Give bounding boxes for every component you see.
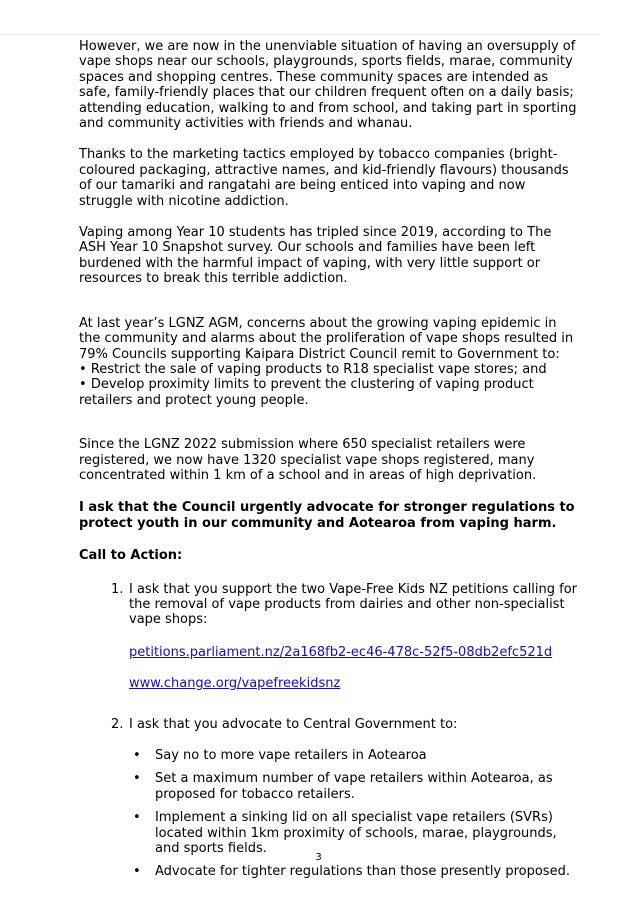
petition-link-change-org[interactable]: www.change.org/vapefreekidsnz — [129, 676, 341, 692]
remit-bullet-1-text: Restrict the sale of vaping products to R18 specialist vape stores; and — [90, 361, 547, 377]
remit-bullet-2 — [79, 377, 579, 408]
paragraph-request: I ask that the Council urgently advocate for stronger regulations to protect youth in our community and Aotearoa from vaping harm. — [79, 500, 575, 531]
remit-bullet-2-text: Develop proximity limits to prevent the clustering of vaping product retailers and protect young people. — [79, 377, 534, 408]
page-number: 3 — [315, 852, 322, 863]
petition-link-1-row — [129, 645, 579, 660]
advocacy-item — [129, 810, 579, 856]
petition-link-parliament[interactable]: petitions.parliament.nz/2a168fb2-ec46-478c-52f5-08db2efc521d — [129, 644, 553, 660]
action-item-1 — [79, 582, 579, 628]
paragraph-lgnz-agm: At last year’s LGNZ AGM, concerns about the growing vaping epidemic in the community and alarms about the proliferation of vape shops resulted in 79% Councils supporting Kaipara District Council remit to Government to: — [79, 315, 574, 362]
advocacy-item — [129, 771, 579, 802]
paragraph-marketing: Thanks to the marketing tactics employed by tobacco companies (bright-coloured packaging, attractive names, and kid-friendly flavours) thousands of our tamariki and rangatahi are being enticed into vaping and now struggle with nicotine addiction. — [79, 147, 569, 209]
advocacy-item-text: Set a maximum number of vape retailers within Aotearoa, as proposed for tobacco retailers. — [155, 771, 553, 802]
action-list — [79, 582, 579, 880]
bullet-icon: • — [79, 361, 87, 377]
bullet-icon: • — [133, 810, 141, 826]
action-item-1-text: I ask that you support the two Vape-Free Kids NZ petitions calling for the removal of vape products from dairies and other non-specialist vape shops: — [129, 581, 578, 628]
top-divider — [0, 34, 600, 35]
action-item-2-number: 2. — [111, 716, 124, 732]
action-item-1-number: 1. — [111, 581, 124, 597]
advocacy-item — [129, 864, 579, 879]
advocacy-item — [129, 748, 579, 763]
action-item-2 — [79, 717, 579, 732]
petition-link-2-row — [129, 676, 579, 691]
advocacy-item-text: Say no to more vape retailers in Aotearoa — [155, 748, 427, 763]
bullet-icon: • — [133, 771, 141, 787]
advocacy-item-text: Advocate for tighter regulations than those presently proposed. — [155, 864, 570, 880]
remit-bullet-1 — [79, 362, 579, 377]
call-to-action-heading: Call to Action: — [79, 548, 183, 564]
bullet-icon: • — [133, 748, 141, 763]
page-body — [79, 39, 579, 888]
paragraph-year10: Vaping among Year 10 students has tripled since 2019, according to The ASH Year 10 Snapshot survey. Our schools and families have been left burdened with the harmful impact of vaping, with very little support or resources to break this terrible addiction. — [79, 225, 552, 287]
paragraph-retailers: Since the LGNZ 2022 submission where 650 specialist retailers were registered, we now have 1320 specialist vape shops registered, many concentrated within 1 km of a school and in areas of high deprivation. — [79, 437, 537, 483]
bullet-icon: • — [133, 864, 141, 880]
advocacy-item-text: Implement a sinking lid on all specialist vape retailers (SVRs) located within 1km proximity of schools, marae, playgrounds, and sports fields. — [155, 810, 557, 857]
bullet-icon: • — [79, 377, 87, 393]
action-item-2-text: I ask that you advocate to Central Government to: — [129, 716, 458, 732]
paragraph-oversupply: However, we are now in the unenviable situation of having an oversupply of vape shops near our schools, playgrounds, sports fields, marae, community spaces and shopping centres. These community spaces are intended as safe, family-friendly places that our children frequent often on a daily basis; attending education, walking to and from school, and taking part in sporting and community activities with friends and whanau. — [79, 39, 577, 132]
